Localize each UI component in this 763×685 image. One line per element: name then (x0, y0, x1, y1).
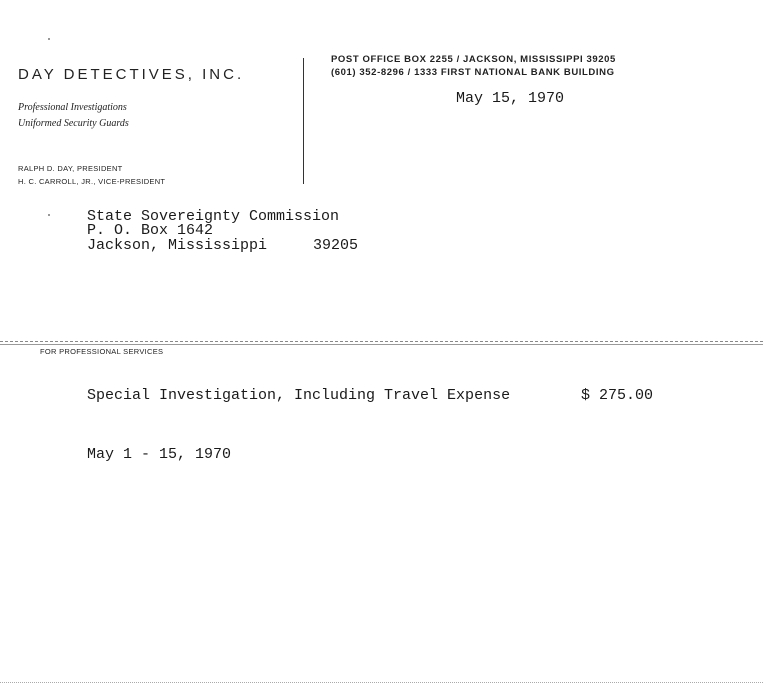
scan-speck (48, 214, 50, 216)
separator-dashed-line (0, 341, 763, 342)
line-item-amount: $ 275.00 (581, 387, 654, 404)
address-line-2: (601) 352-8296 / 1333 FIRST NATIONAL BANK BUILDING (331, 67, 615, 78)
service-period: May 1 - 15, 1970 (87, 446, 232, 463)
officer-president: RALPH D. DAY, PRESIDENT (18, 164, 123, 173)
recipient-name: State Sovereignty Commission (87, 208, 340, 225)
recipient-po-box: P. O. Box 1642 (87, 222, 214, 239)
address-line-1: POST OFFICE BOX 2255 / JACKSON, MISSISSIPPI 39205 (331, 54, 616, 65)
recipient-zip: 39205 (313, 237, 359, 254)
scan-speck (48, 38, 50, 40)
tagline-security-guards: Uniformed Security Guards (18, 118, 129, 129)
section-label: FOR PROFESSIONAL SERVICES (40, 347, 164, 356)
tagline-investigations: Professional Investigations (18, 102, 127, 113)
line-item-description: Special Investigation, Including Travel Expense (87, 387, 511, 404)
recipient-city: Jackson, Mississippi (87, 237, 268, 254)
separator-solid-line (0, 344, 763, 345)
officer-vice-president: H. C. CARROLL, JR., VICE-PRESIDENT (18, 177, 166, 186)
invoice-date: May 15, 1970 (456, 90, 565, 107)
scan-edge (0, 682, 763, 683)
company-name: DAY DETECTIVES, INC. (18, 66, 245, 83)
letterhead-divider (303, 58, 304, 184)
